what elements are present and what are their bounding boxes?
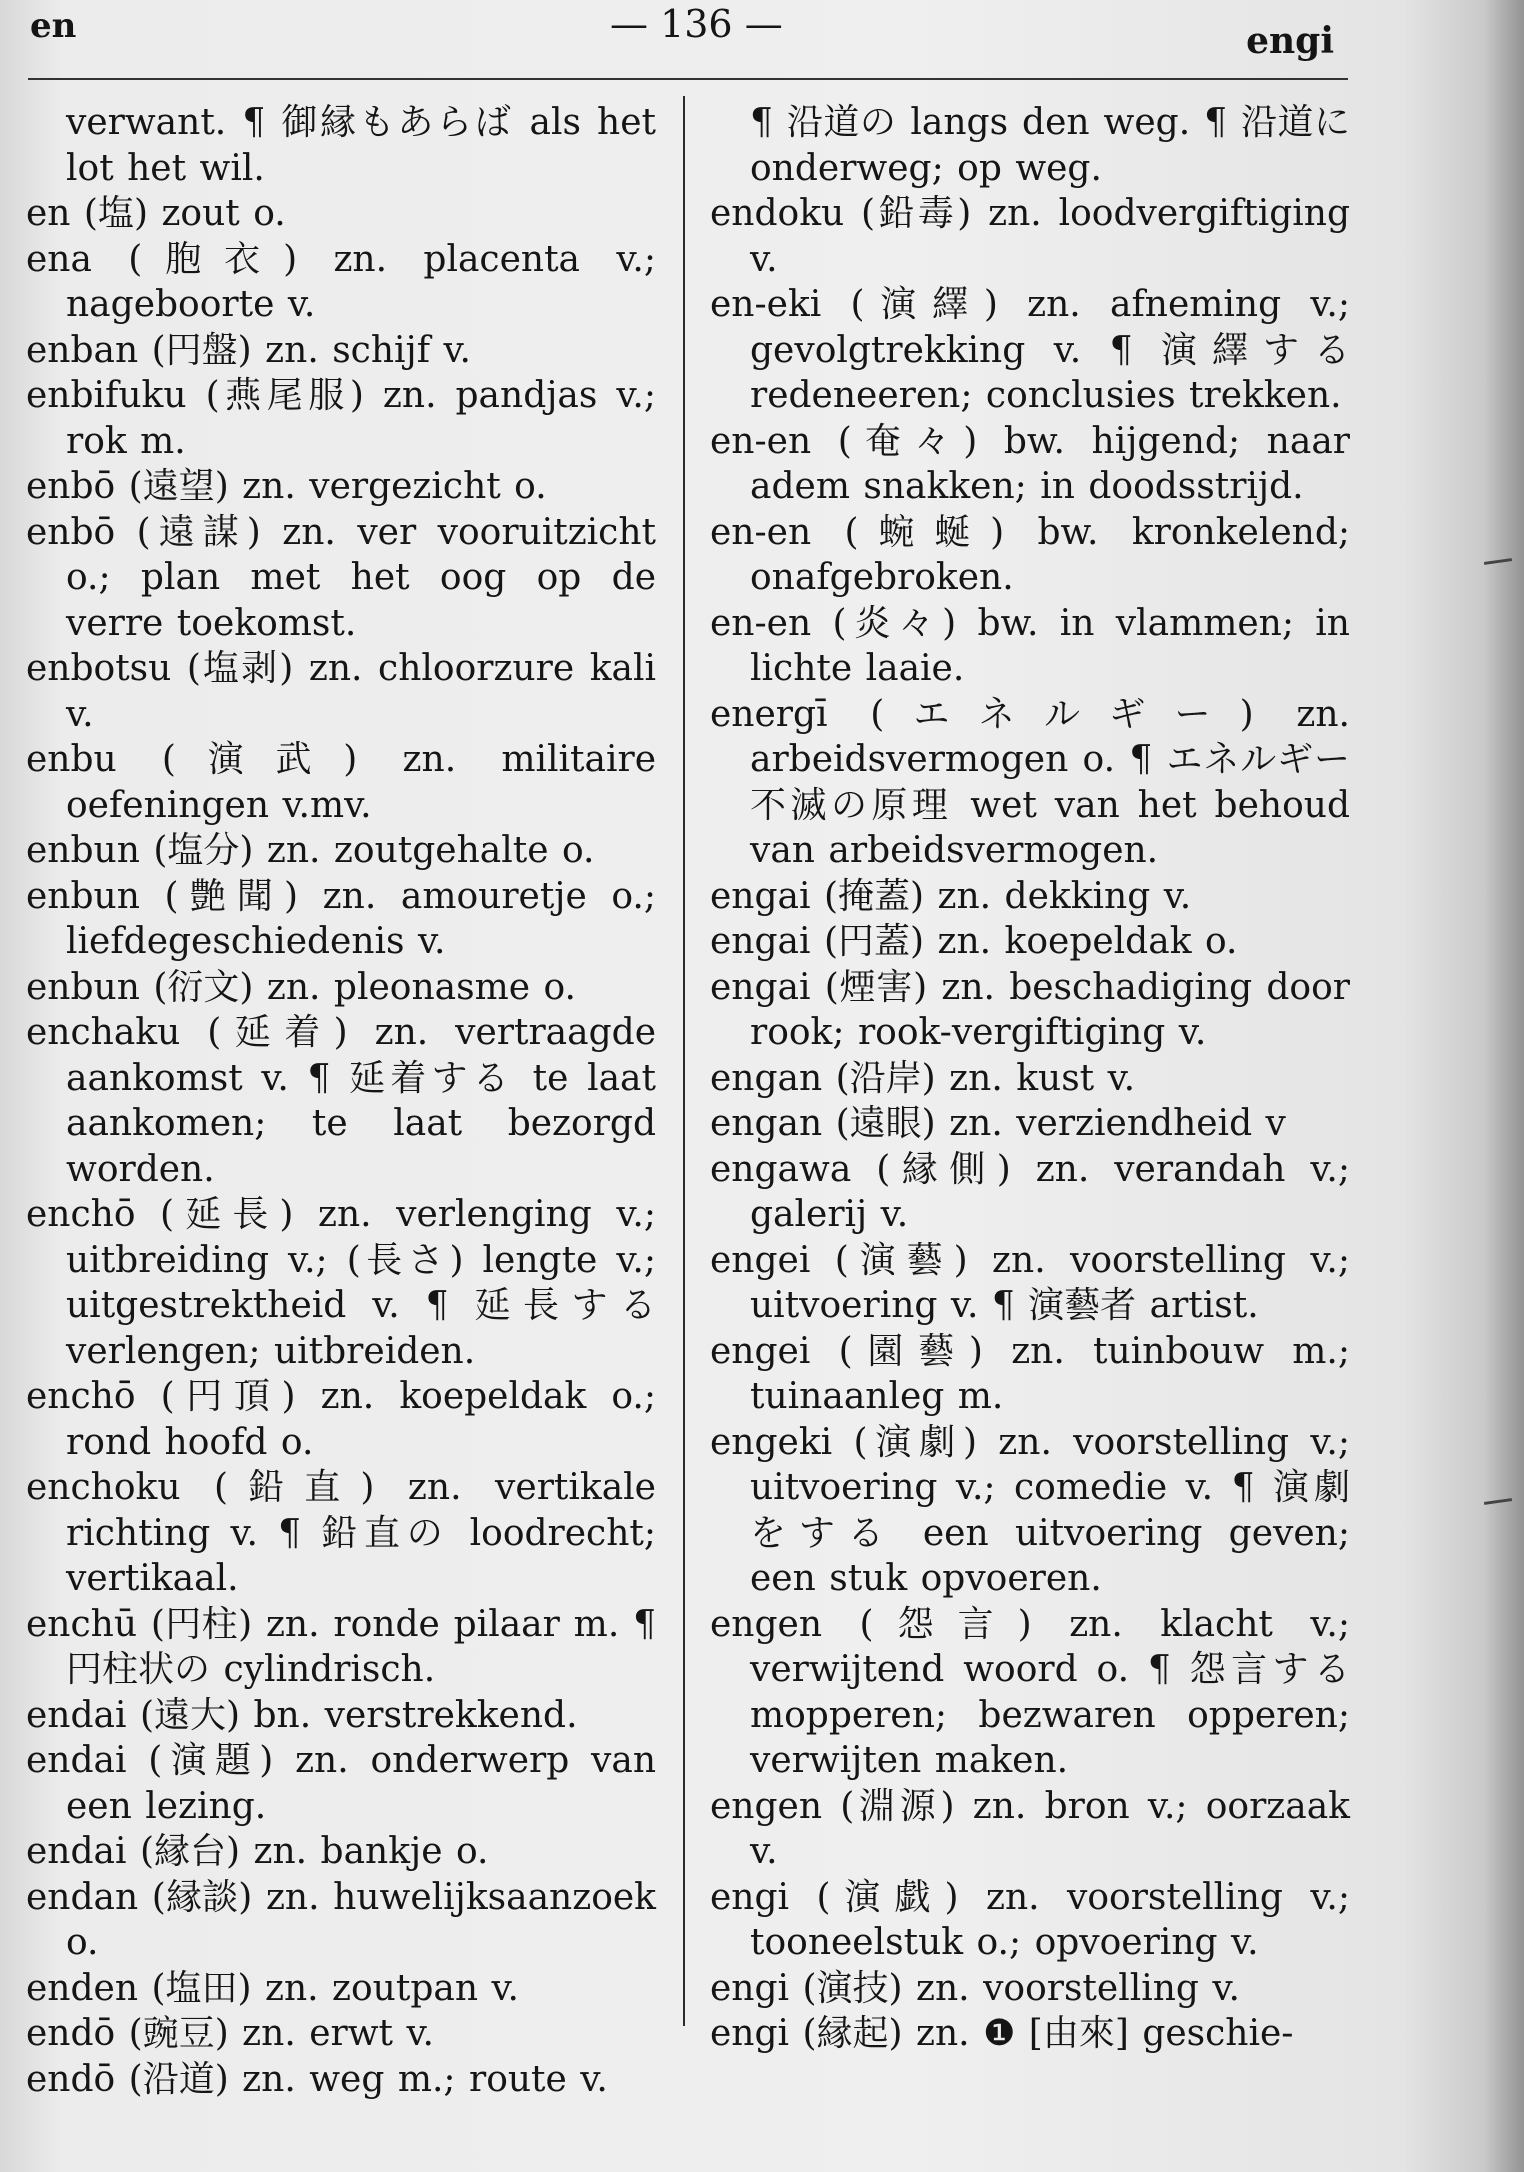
entry: energī (エネルギー) zn. arbeidsvermogen o. ¶ エネルギー不滅の原理 wet van het behoud van arbeidsvermogen. (710, 693, 1350, 871)
header-right-guideword: engi (1246, 20, 1334, 62)
entry: enbō (遠望) zn. vergezicht o. (26, 466, 547, 507)
right-column (710, 100, 1350, 2057)
entry: enchō (延長) zn. verlenging v.; uitbreiding v.; (長さ) lengte v.; uitgestrektheid v. ¶ 延長する verlengen; uitbreiden. (26, 1194, 656, 1372)
entry: enbun (艶聞) zn. amouretje o.; liefdegeschiedenis v. (26, 875, 656, 962)
entry: endō (沿道) zn. weg m.; route v. (26, 2058, 608, 2100)
entry: verwant. ¶ 御縁もあらば als het lot het wil. (66, 102, 656, 189)
entry: engi (演戯) zn. voorstelling v.; tooneelstuk o.; opvoering v. (710, 1876, 1350, 1963)
entry: endai (遠大) bn. verstrekkend. (26, 1694, 578, 1736)
entry: engi (縁起) zn. ❶ [由來] geschie- (710, 2013, 1294, 2054)
entry: en (塩) zout o. (26, 193, 286, 234)
entry: engen (淵源) zn. bron v.; oorzaak v. (710, 1785, 1350, 1872)
header-rule (28, 78, 1348, 80)
entry: enbō (遠謀) zn. ver vooruitzicht o.; plan met het oog op de verre toekomst. (26, 511, 656, 644)
entry: engai (掩蓋) zn. dekking v. (710, 875, 1192, 917)
entry: engen (怨言) zn. klacht v.; verwijtend woord o. ¶ 怨言する mopperen; bezwaren opperen; verwijten maken. (710, 1603, 1350, 1781)
entry: enban (円盤) zn. schijf v. (26, 329, 471, 371)
page-binding-shadow (1484, 0, 1524, 2172)
entry: en-en (蜿蜒) bw. kronkelend; onafgebroken. (710, 511, 1350, 598)
entry: endai (演題) zn. onderwerp van een lezing. (26, 1740, 656, 1827)
entry: engai (煙害) zn. beschadiging door rook; rook-vergiftiging v. (710, 966, 1350, 1053)
entry: endoku (鉛毒) zn. loodvergiftiging v. (710, 193, 1350, 280)
entry: engeki (演劇) zn. voorstelling v.; uitvoering v.; comedie v. ¶ 演劇をする een uitvoering geven; een stuk opvoeren. (710, 1421, 1350, 1599)
entry: enbu (演武) zn. militaire oefeningen v.mv. (26, 739, 656, 826)
entry: engei (園藝) zn. tuinbouw m.; tuinaanleg m. (710, 1330, 1350, 1417)
entry: en-en (奄々) bw. hijgend; naar adem snakken; in doodsstrijd. (710, 420, 1350, 507)
entry: en-eki (演繹) zn. afneming v.; gevolgtrekking v. ¶ 演繹する redeneeren; conclusies trekken. (710, 284, 1350, 416)
entry: engan (遠眼) zn. verziendheid v (710, 1103, 1286, 1144)
entry: enbotsu (塩剥) zn. chloorzure kali v. (26, 648, 656, 735)
entry: enchō (円頂) zn. koepeldak o.; rond hoofd o. (26, 1376, 656, 1463)
entry: enbun (衍文) zn. pleonasme o. (26, 966, 576, 1008)
page-header (0, 0, 1524, 80)
entry: enchaku (延着) zn. vertraagde aankomst v. ¶ 延着する te laat aankomen; te laat bezorgd worden. (26, 1012, 656, 1190)
header-left-guideword: en (30, 6, 77, 46)
left-column (26, 100, 656, 2102)
page-number: — 136 — (610, 2, 783, 46)
entry: endai (縁台) zn. bankje o. (26, 1831, 489, 1872)
entry: engai (円蓋) zn. koepeldak o. (710, 921, 1238, 962)
entry: enchoku (鉛直) zn. vertikale richting v. ¶ 鉛直の loodrecht; vertikaal. (26, 1467, 656, 1599)
entry: endō (豌豆) zn. erwt v. (26, 2013, 434, 2054)
entry: endan (縁談) zn. huwelijksaanzoek o. (26, 1876, 656, 1963)
entry: enden (塩田) zn. zoutpan v. (26, 1967, 519, 2009)
entry: engi (演技) zn. voorstelling v. (710, 1967, 1240, 2009)
entry: engei (演藝) zn. voorstelling v.; uitvoering v. ¶ 演藝者 artist. (710, 1239, 1350, 1326)
entry: engan (沿岸) zn. kust v. (710, 1057, 1136, 1099)
entry: en-en (炎々) bw. in vlammen; in lichte laaie. (710, 602, 1350, 689)
entry: ¶ 沿道の langs den weg. ¶ 沿道に onderweg; op weg. (750, 102, 1350, 189)
entry: engawa (縁側) zn. verandah v.; galerij v. (710, 1148, 1350, 1235)
entry: enbun (塩分) zn. zoutgehalte o. (26, 830, 595, 871)
entry: enbifuku (燕尾服) zn. pandjas v.; rok m. (26, 375, 656, 462)
entry: enchū (円柱) zn. ronde pilaar m. ¶ 円柱状の cylindrisch. (26, 1603, 656, 1690)
column-divider (683, 96, 685, 2026)
entry: ena (胞衣) zn. placenta v.; nageboorte v. (26, 238, 656, 325)
